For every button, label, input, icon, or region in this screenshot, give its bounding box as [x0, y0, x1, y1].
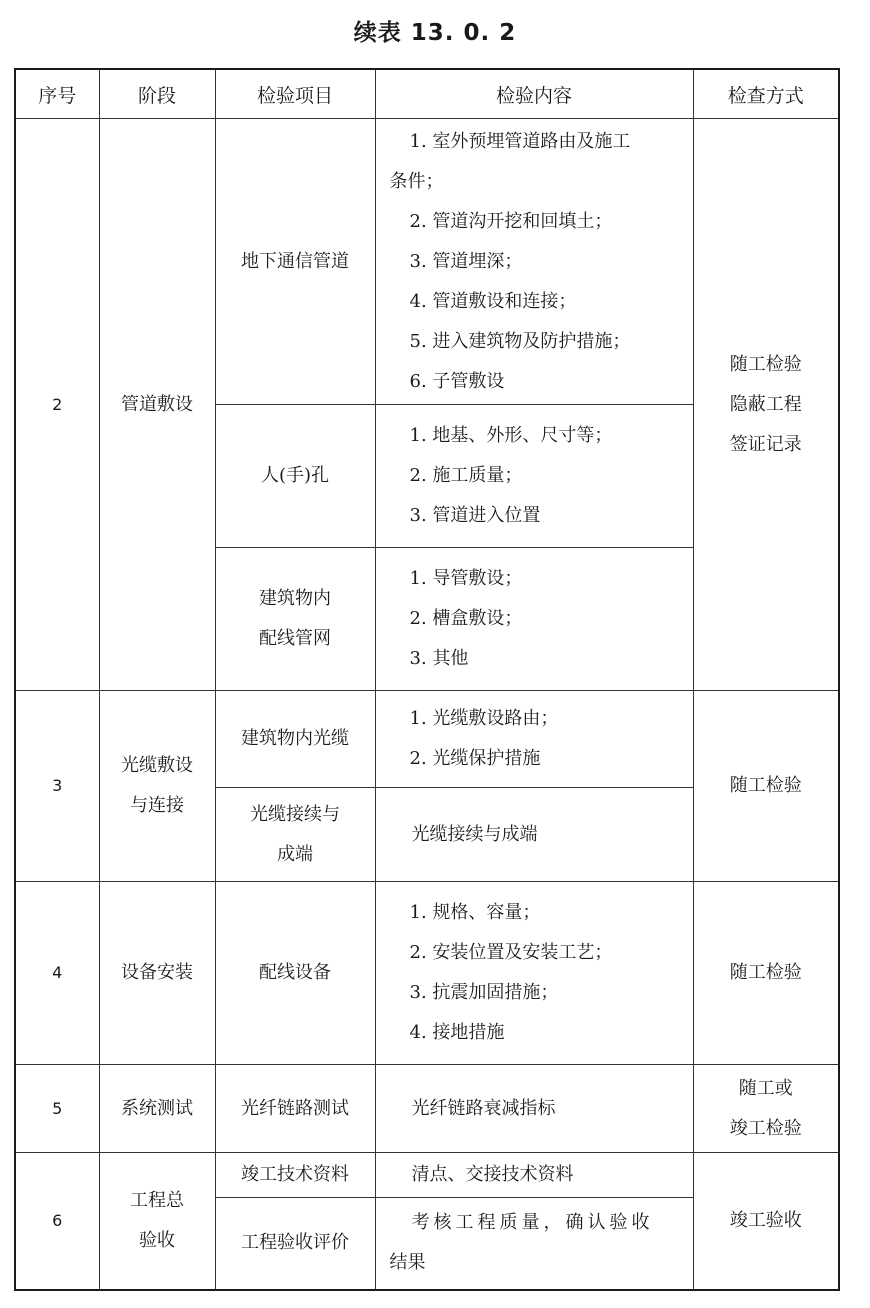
content-cell	[375, 691, 693, 788]
item-cell	[215, 1198, 375, 1290]
content-line: 1. 规格、容量；	[409, 902, 541, 923]
method-line: 竣工检验	[729, 1117, 802, 1139]
seq-cell: 3	[15, 691, 99, 882]
method-cell: 随工检验	[693, 882, 839, 1065]
content-cell	[375, 788, 693, 882]
method-line: 隐蔽工程	[729, 393, 802, 415]
method-cell: 竣工验收	[693, 1153, 839, 1290]
item-cell	[215, 405, 375, 548]
item-line: 光缆接续与	[250, 803, 340, 825]
header-stage: 阶段	[99, 69, 215, 119]
content-line: 2. 光缆保护措施	[409, 748, 541, 769]
content-line: 1. 光缆敷设路由；	[409, 708, 559, 729]
content-line: 3. 其他	[409, 648, 469, 669]
method-cell	[693, 1065, 839, 1153]
method-cell: 随工检验	[693, 691, 839, 882]
content-line: 光缆接续与成端	[411, 823, 538, 845]
content-line: 2. 管道沟开挖和回填土；	[409, 210, 613, 232]
item-cell	[215, 788, 375, 882]
item-cell	[215, 1065, 375, 1153]
stage-line: 工程总	[130, 1189, 184, 1211]
stage-line: 光缆敷设	[121, 755, 193, 776]
content-line: 3. 抗震加固措施；	[409, 982, 559, 1003]
content-line: 1. 地基、外形、尺寸等；	[409, 425, 613, 446]
item-line: 光纤链路测试	[241, 1097, 349, 1119]
item-line: 配线设备	[259, 962, 331, 983]
table-row	[15, 691, 839, 788]
table-row	[15, 1153, 839, 1198]
content-cell	[375, 1153, 693, 1198]
item-line: 建筑物内	[259, 588, 331, 609]
method-line: 随工检验	[729, 353, 802, 375]
stage-cell: 管道敷设	[99, 119, 215, 691]
stage-line: 验收	[139, 1229, 175, 1251]
content-line: 2. 施工质量；	[409, 465, 523, 486]
content-line: 4. 接地措施	[409, 1022, 505, 1043]
content-cell	[375, 882, 693, 1065]
content-line: 3. 管道进入位置	[409, 505, 541, 526]
content-line: 5. 进入建筑物及防护措施；	[409, 330, 631, 352]
header-method: 检查方式	[693, 69, 839, 119]
seq-cell: 5	[15, 1065, 99, 1153]
content-cell	[375, 1198, 693, 1290]
item-cell	[215, 119, 375, 405]
item-line: 地下通信管道	[241, 250, 349, 272]
content-line: 条件；	[389, 170, 444, 192]
stage-line: 与连接	[130, 795, 184, 816]
header-row	[15, 69, 839, 119]
method-line: 随工或	[738, 1077, 793, 1099]
table-title: 续表 13. 0. 2	[353, 20, 517, 46]
header-item: 检验项目	[215, 69, 375, 119]
content-line: 4. 管道敷设和连接；	[409, 290, 577, 312]
content-line: 3. 管道埋深；	[409, 250, 523, 272]
method-cell	[693, 119, 839, 691]
header-seq: 序号	[15, 69, 99, 119]
stage-cell	[99, 1153, 215, 1290]
seq-cell: 4	[15, 882, 99, 1065]
content-cell	[375, 119, 693, 405]
table-row	[15, 1065, 839, 1153]
content-line: 6. 子管敷设	[409, 370, 505, 392]
content-line: 1. 导管敷设；	[409, 568, 523, 589]
item-cell	[215, 1153, 375, 1198]
seq-cell: 6	[15, 1153, 99, 1290]
item-line: 竣工技术资料	[241, 1164, 349, 1185]
stage-cell: 设备安装	[99, 882, 215, 1065]
content-line: 2. 槽盒敷设；	[409, 608, 523, 629]
item-line: 人(手)孔	[260, 465, 330, 486]
item-line: 建筑物内光缆	[241, 728, 349, 749]
content-line: 考核工程质量，确认验收	[411, 1212, 654, 1234]
item-line: 工程验收评价	[241, 1232, 349, 1254]
inspection-table	[14, 68, 840, 1291]
content-line: 2. 安装位置及安装工艺；	[409, 942, 613, 963]
content-line: 结果	[389, 1252, 426, 1274]
item-cell	[215, 691, 375, 788]
content-line: 光纤链路衰减指标	[411, 1097, 556, 1119]
method-line: 签证记录	[729, 433, 802, 455]
table-row	[15, 119, 839, 405]
content-cell	[375, 548, 693, 691]
header-content: 检验内容	[375, 69, 693, 119]
content-cell	[375, 405, 693, 548]
item-cell	[215, 882, 375, 1065]
seq-cell: 2	[15, 119, 99, 691]
stage-cell	[99, 691, 215, 882]
stage-cell: 系统测试	[99, 1065, 215, 1153]
content-line: 1. 室外预埋管道路由及施工	[409, 130, 631, 152]
table-row	[15, 882, 839, 1065]
content-cell	[375, 1065, 693, 1153]
item-line: 配线管网	[259, 628, 331, 649]
content-line: 清点、交接技术资料	[411, 1164, 574, 1185]
item-line: 成端	[277, 843, 313, 865]
item-cell	[215, 548, 375, 691]
